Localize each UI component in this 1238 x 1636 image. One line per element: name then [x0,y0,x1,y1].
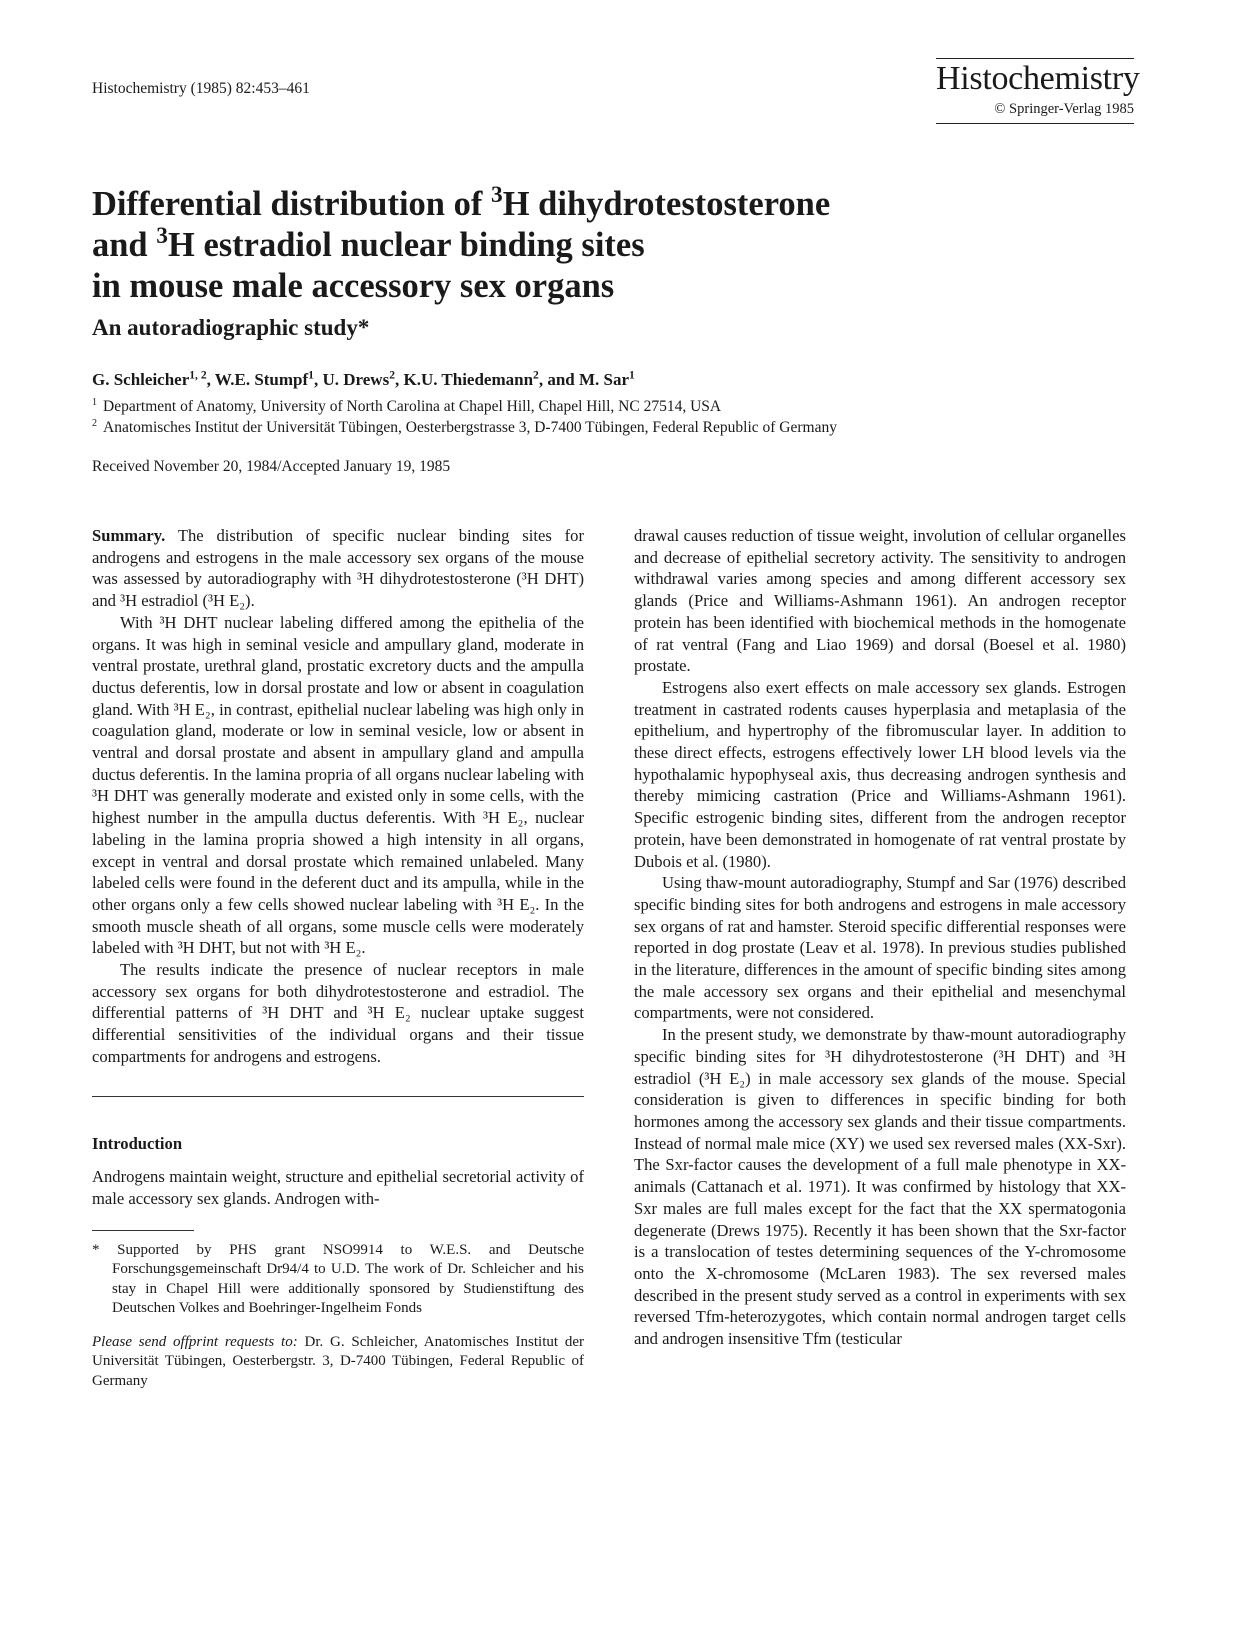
affiliation-text: Department of Anatomy, University of North Carolina at Chapel Hill, Chapel Hill, NC 27514, USA [103,398,722,415]
offprint-footnote [92,1333,584,1392]
author-list [92,370,635,390]
support-footnote: * Supported by PHS grant NSO9914 to W.E.S. and Deutsche Forschungsgemeinschaft Dr94/4 to U.D. The work of Dr. Schleicher and his stay in Chapel Hill were additionally sponsored by Studienstiftung des Deutschen Volkes and Boehringer-Ingelheim Fonds [92,1241,584,1317]
running-head: Histochemistry (1985) 82:453–461 [92,80,310,97]
author-name: , U. Drews [313,370,390,389]
publisher-line: © Springer-Verlag 1985 [994,101,1134,117]
journal-name: Histochemistry [936,60,1140,97]
affiliation-text: Anatomisches Institut der Universität Tübingen, Oesterbergstrasse 3, D-7400 Tübingen, Federal Republic of Germany [103,419,837,436]
introduction-paragraph: Androgens maintain weight, structure and epithelial secretorial activity of male accessory sex glands. Androgen with- [92,1167,584,1208]
title-line3: in mouse male accessory sex organs [92,267,615,305]
author-affiliation-mark: 1 [629,368,635,382]
author-affiliation-mark: 1, 2 [189,368,207,382]
masthead-rule-top [936,58,1134,59]
footnote-rule [92,1230,194,1231]
offprint-label: Please send offprint requests to: [92,1333,298,1350]
title-block [92,184,992,343]
affiliation [92,396,837,417]
right-column [634,525,1126,1350]
introduction-paragraph: Estrogens also exert effects on male accessory sex glands. Estrogen treatment in castrated rodents causes hyperplasia and metaplasia of the epithelium, and hypertrophy of the fibromuscular layer. In addition to these direct effects, estrogens effectively lower LH blood levels via the hypothalamic hypophyseal axis, thus decreasing androgen synthesis and thereby mimicing castration (Price and Williams-Ashmann 1961). Specific estrogenic binding sites, different from the androgen receptor protein, have been demonstrated in homogenate of rat ventral prostate by Dubois et al. (1980). [634,677,1126,871]
title-line1-a: Differential distribution of [92,185,491,223]
affiliation-number: 2 [92,418,98,430]
introduction-paragraph: In the present study, we demonstrate by thaw-mount autoradiography specific binding sites for ³H dihydrotestosterone (³H DHT) and ³H estradiol (³H E₂) in male accessory sex glands of the mouse. Special consideration is given to differences in specific binding for both hormones among the accessory sex glands and their tissue compartments. Instead of normal male mice (XY) we used sex reversed males (XX-Sxr). The Sxr-factor causes the development of a full male phenotype in XX-animals (Cattanach et al. 1971). It was confirmed by histology that XX-Sxr males are full males except for the fact that the XX spermatogonia degenerate (Drews 1975). Recently it has been shown that the Sxr-factor is a translocation of testes determining sequences of the Y-chromosome onto the X-chromosome (McLaren 1983). The sex reversed males described in the present study served as a control in experiments with sex reversed Tfm-heterozygotes, which contain normal androgen target cells and androgen insensitive Tfm (testicular [634,1025,1126,1349]
affiliation-number: 1 [92,397,98,409]
affiliation [92,417,837,438]
summary-label: Summary. [92,526,166,545]
left-column [92,525,584,1391]
received-dates: Received November 20, 1984/Accepted January 19, 1985 [92,458,451,475]
paper-subtitle: An autoradiographic study* [92,315,370,340]
masthead-rule-bottom [936,123,1134,124]
title-line2-a: and [92,226,157,264]
introduction-heading: Introduction [92,1133,183,1153]
offprint-text: Dr. G. Schleicher, Anatomisches Institut der Universität Tübingen, Oesterbergstr. 3, D-7400 Tübingen, Federal Republic of Germany [92,1333,584,1389]
introduction-paragraph: Using thaw-mount autoradiography, Stumpf and Sar (1976) described specific binding sites for both androgens and estrogens in male accessory sex organs of rat and hamster. Steroid specific differential responses were reported in dog prostate (Leav et al. 1978). In previous studies published in the literature, differences in the amount of specific binding sites among the male accessory sex organs and their epithelial and mesenchymal compartments, were not considered. [634,873,1126,1023]
summary-paragraph: The results indicate the presence of nuclear receptors in male accessory sex organs for both dihydrotestosterone and estradiol. The differential patterns of ³H DHT and ³H E₂ nuclear uptake suggest differential sensitivities of the individual organs and their tissue compartments for androgens and estrogens. [92,960,584,1066]
title-line2-sup: 3 [156,223,168,250]
title-line2-b: H estradiol nuclear binding sites [167,226,645,264]
author-affiliation-mark: 1 [308,368,314,382]
author-name: , K.U. Thiedemann [394,370,534,389]
author-affiliation-mark: 2 [533,368,539,382]
summary-paragraph [92,525,584,612]
introduction-paragraph: drawal causes reduction of tissue weight, involution of cellular organelles and decrease of epithelial secretory activity. The sensitivity to androgen withdrawal varies among species and among different accessory sex glands (Price and Williams-Ashmann 1961). An androgen receptor protein has been identified with biochemical methods in the homogenate of rat ventral (Fang and Liao 1969) and dorsal (Boesel et al. 1980) prostate. [634,526,1126,676]
paper-title [92,184,992,307]
journal-masthead [936,58,1140,124]
summary-paragraph: With ³H DHT nuclear labeling differed among the epithelia of the organs. It was high in seminal vesicle and ampullary gland, moderate in ventral prostate, urethral gland, prostatic excretory ducts and the ampulla ductus deferentis, low in dorsal prostate and low or absent in coagulation gland. With ³H E₂, in contrast, epithelial nuclear labeling was high only in coagulation gland, moderate or low in seminal vesicle, low or absent in ventral and dorsal prostate and absent in ampullary gland and ampulla ductus deferentis. In the lamina propria of all organs nuclear labeling with ³H DHT was generally moderate and existed only in some cells, with the highest number in the ampulla ductus deferentis. With ³H E₂, nuclear labeling in the lamina propria showed a high intensity in all organs, except in ventral and dorsal prostate which remained unlabeled. Many labeled cells were found in the deferent duct and its ampulla, while in the other organs only a few cells showed nuclear labeling with ³H E₂. In the smooth muscle sheath of all organs, some muscle cells were moderately labeled with ³H DHT, but not with ³H E₂. [92,612,584,958]
summary-text: The distribution of specific nuclear binding sites for androgens and estrogens in the male accessory sex organs of the mouse was assessed by autoradiography with ³H dihydrotestosterone (³H DHT) and ³H estradiol (³H E₂). [92,526,584,611]
summary-divider [92,1096,584,1097]
author-name: , W.E. Stumpf [206,370,309,389]
title-line1-sup: 3 [490,182,503,209]
title-line1-b: H dihydrotestosterone [502,185,831,223]
affiliations [92,396,837,438]
author-name: G. Schleicher [92,370,190,389]
author-name: , and M. Sar [538,370,630,389]
author-affiliation-mark: 2 [389,368,395,382]
